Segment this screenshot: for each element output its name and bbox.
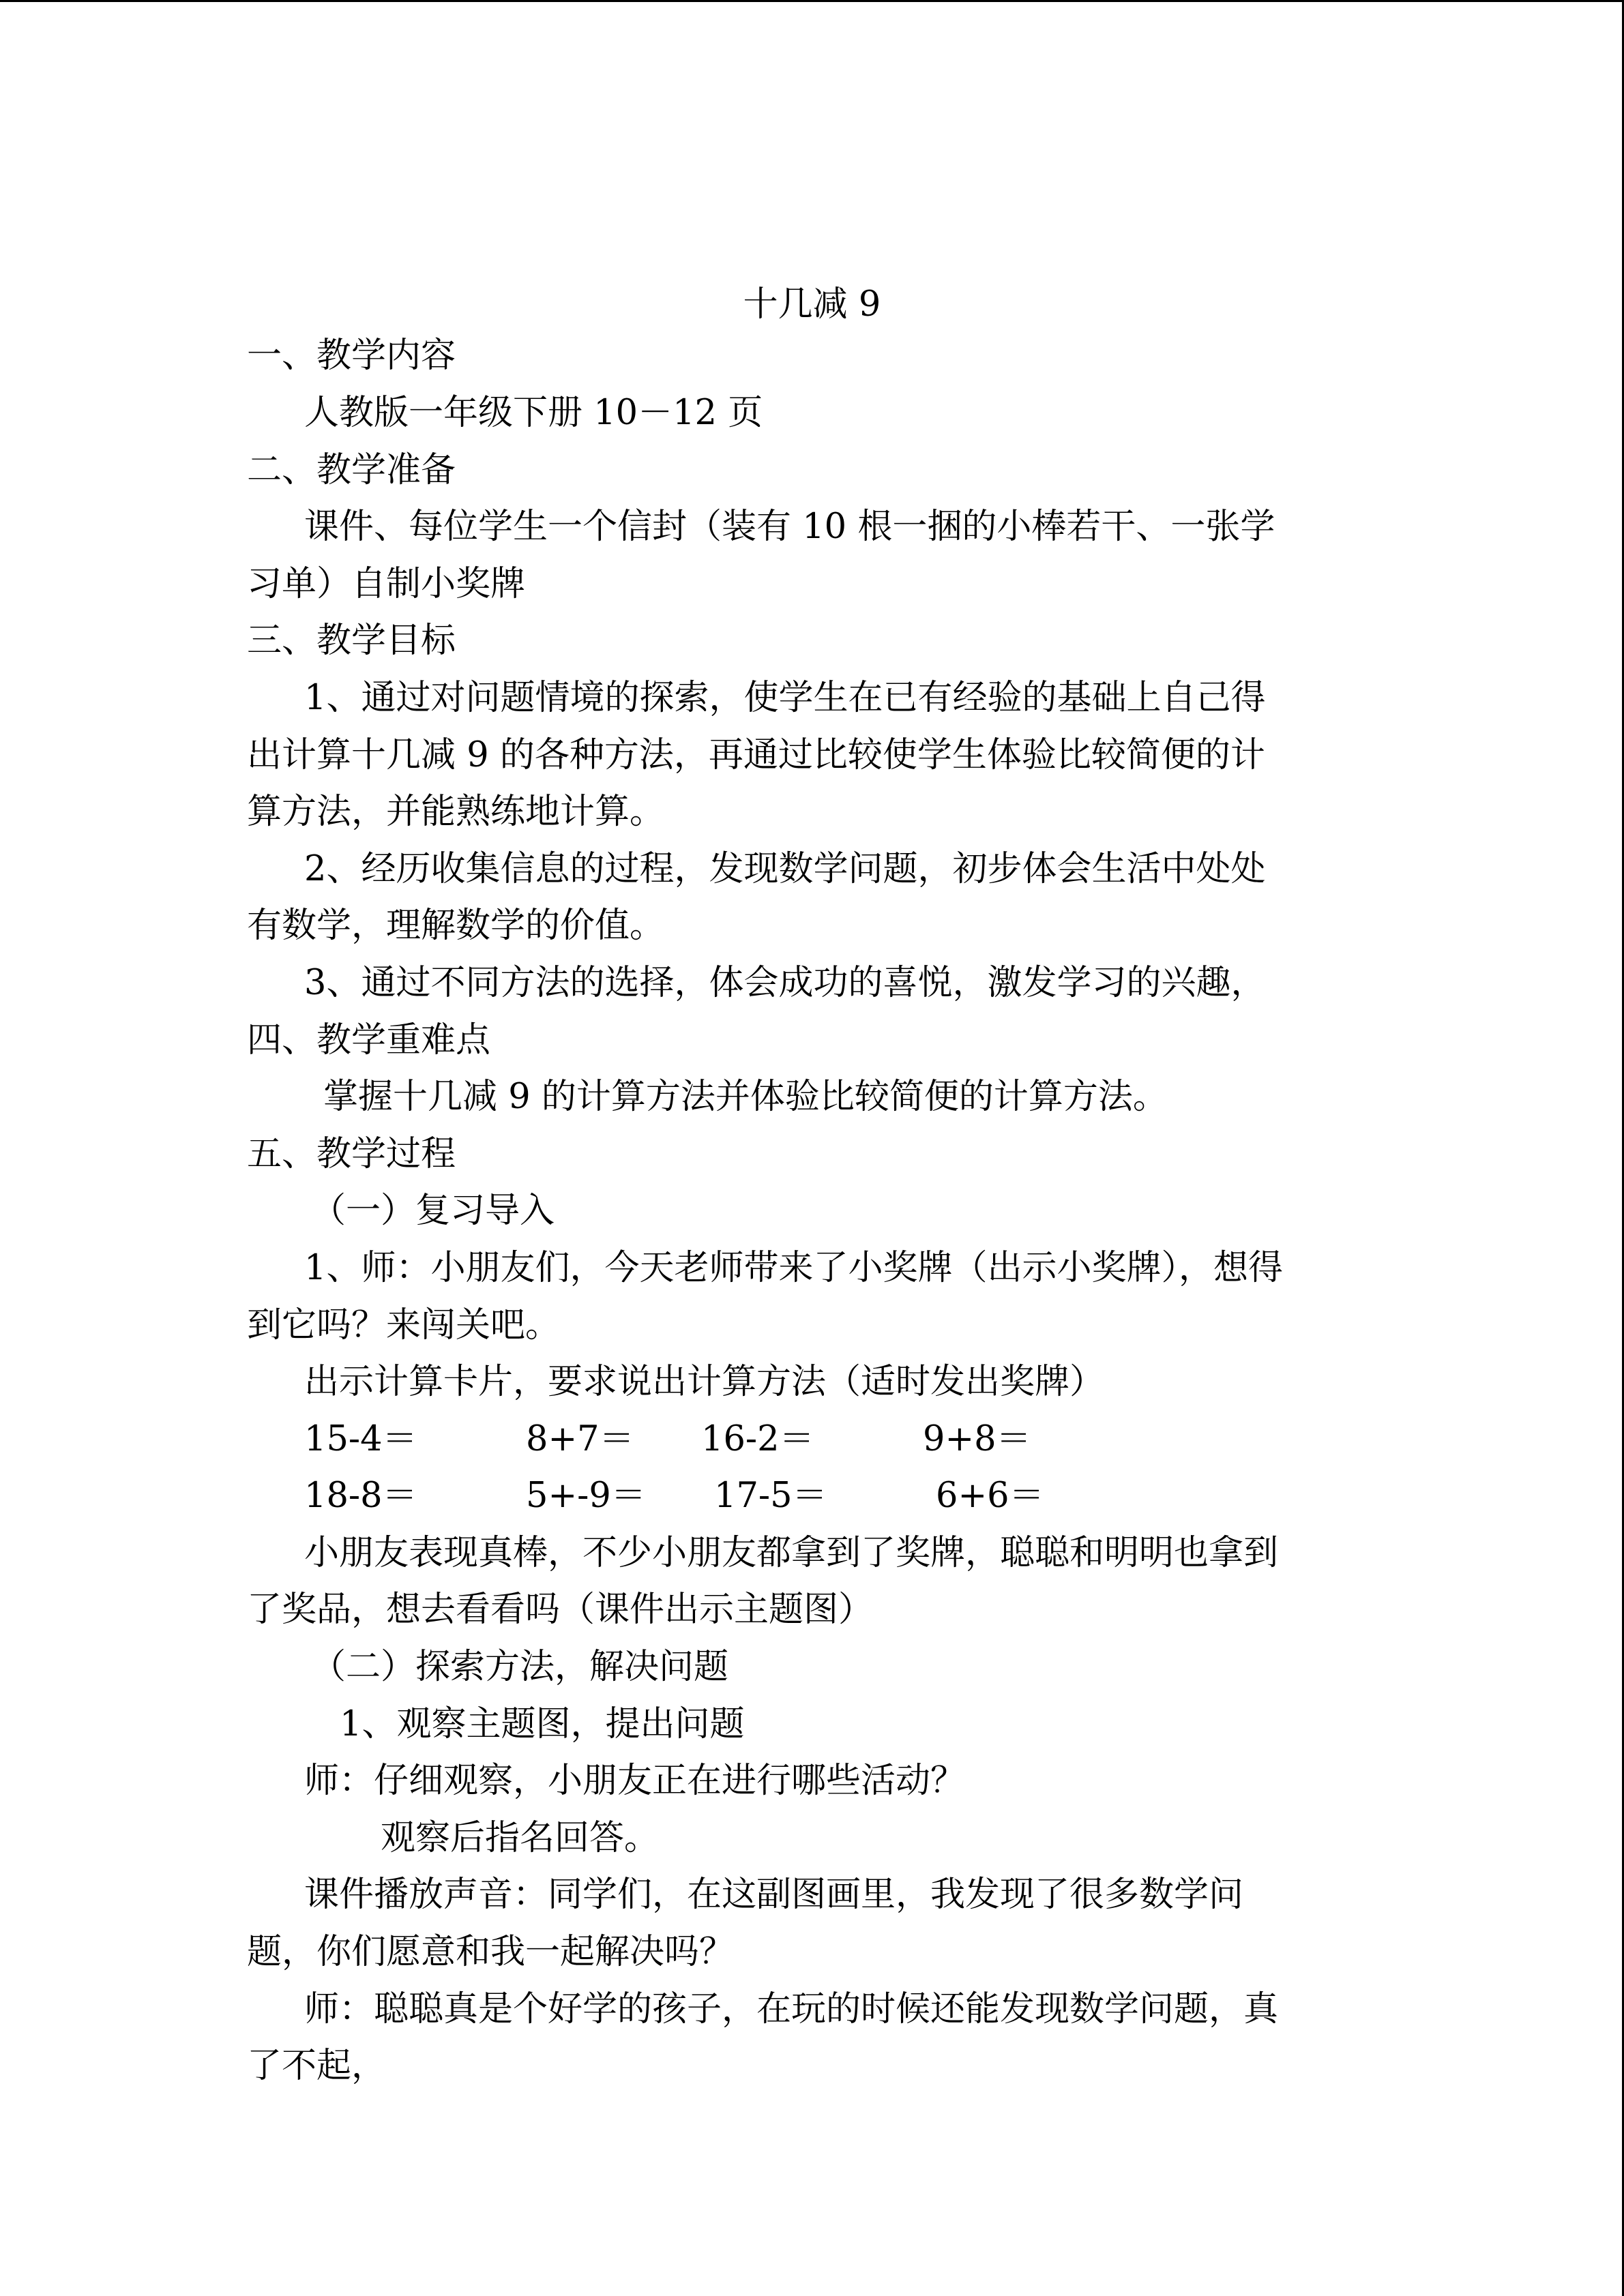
- section-heading-preparation: 二、教学准备: [247, 450, 456, 490]
- process-para-1-line-1: 1、师：小朋友们，今天老师带来了小奖牌（出示小奖牌），想得: [304, 1248, 1283, 1288]
- subsection-explore: （二）探索方法，解决问题: [311, 1647, 729, 1687]
- key-points-text: 掌握十几减 9 的计算方法并体验比较简便的计算方法。: [323, 1077, 1168, 1117]
- equation-row-2-item-3: 17-5＝: [714, 1476, 827, 1516]
- preparation-line-2: 习单）自制小奖牌: [247, 564, 526, 604]
- equation-row-2-item-1: 18-8＝: [304, 1476, 417, 1516]
- section-heading-content: 一、教学内容: [247, 336, 456, 376]
- process-para-7-line-1: 课件播放声音：同学们，在这副图画里，我发现了很多数学问: [304, 1875, 1244, 1915]
- equation-row-2-item-2: 5+-9＝: [526, 1476, 646, 1516]
- process-para-8-line-1: 师：聪聪真是个好学的孩子，在玩的时候还能发现数学问题，真: [304, 1989, 1279, 2029]
- goal-1-line-3: 算方法，并能熟练地计算。: [247, 792, 665, 832]
- process-para-6: 观察后指名回答。: [381, 1818, 660, 1858]
- section-heading-key-points: 四、教学重难点: [247, 1020, 491, 1060]
- page-title: 十几减 9: [743, 284, 881, 325]
- goal-3-line-1: 3、通过不同方法的选择，体会成功的喜悦，激发学习的兴趣，: [304, 963, 1266, 1003]
- goal-2-line-1: 2、经历收集信息的过程，发现数学问题，初步体会生活中处处: [304, 849, 1266, 889]
- subsection-review: （一）复习导入: [311, 1191, 555, 1231]
- equation-row-1-item-3: 16-2＝: [701, 1419, 814, 1459]
- goal-1-line-1: 1、通过对问题情境的探索，使学生在已有经验的基础上自己得: [304, 678, 1266, 718]
- section-heading-process: 五、教学过程: [247, 1134, 456, 1174]
- process-para-7-line-2: 题，你们愿意和我一起解决吗？: [247, 1932, 735, 1972]
- process-para-2: 出示计算卡片，要求说出计算方法（适时发出奖牌）: [304, 1362, 1105, 1402]
- section-heading-goals: 三、教学目标: [247, 621, 456, 661]
- equation-row-1-item-1: 15-4＝: [304, 1419, 417, 1459]
- goal-1-line-2: 出计算十几减 9 的各种方法，再通过比较使学生体验比较简便的计: [247, 735, 1265, 775]
- content-text: 人教版一年级下册 10－12 页: [304, 393, 763, 433]
- equation-row-1-item-4: 9+8＝: [923, 1419, 1031, 1459]
- equation-row-1-item-2: 8+7＝: [526, 1419, 634, 1459]
- equation-row-2-item-4: 6+6＝: [936, 1476, 1044, 1516]
- page-border-top: [0, 0, 1624, 2]
- process-para-3-line-1: 小朋友表现真棒，不少小朋友都拿到了奖牌，聪聪和明明也拿到: [304, 1533, 1279, 1573]
- process-para-4: 1、观察主题图，提出问题: [340, 1704, 745, 1744]
- goal-2-line-2: 有数学，理解数学的价值。: [247, 906, 665, 946]
- process-para-3-line-2: 了奖品，想去看看吗（课件出示主题图）: [247, 1590, 874, 1630]
- process-para-1-line-2: 到它吗？来闯关吧。: [247, 1305, 561, 1345]
- preparation-line-1: 课件、每位学生一个信封（装有 10 根一捆的小棒若干、一张学: [304, 507, 1275, 547]
- process-para-8-line-2: 了不起，: [247, 2046, 387, 2086]
- process-para-5: 师：仔细观察，小朋友正在进行哪些活动？: [304, 1761, 966, 1801]
